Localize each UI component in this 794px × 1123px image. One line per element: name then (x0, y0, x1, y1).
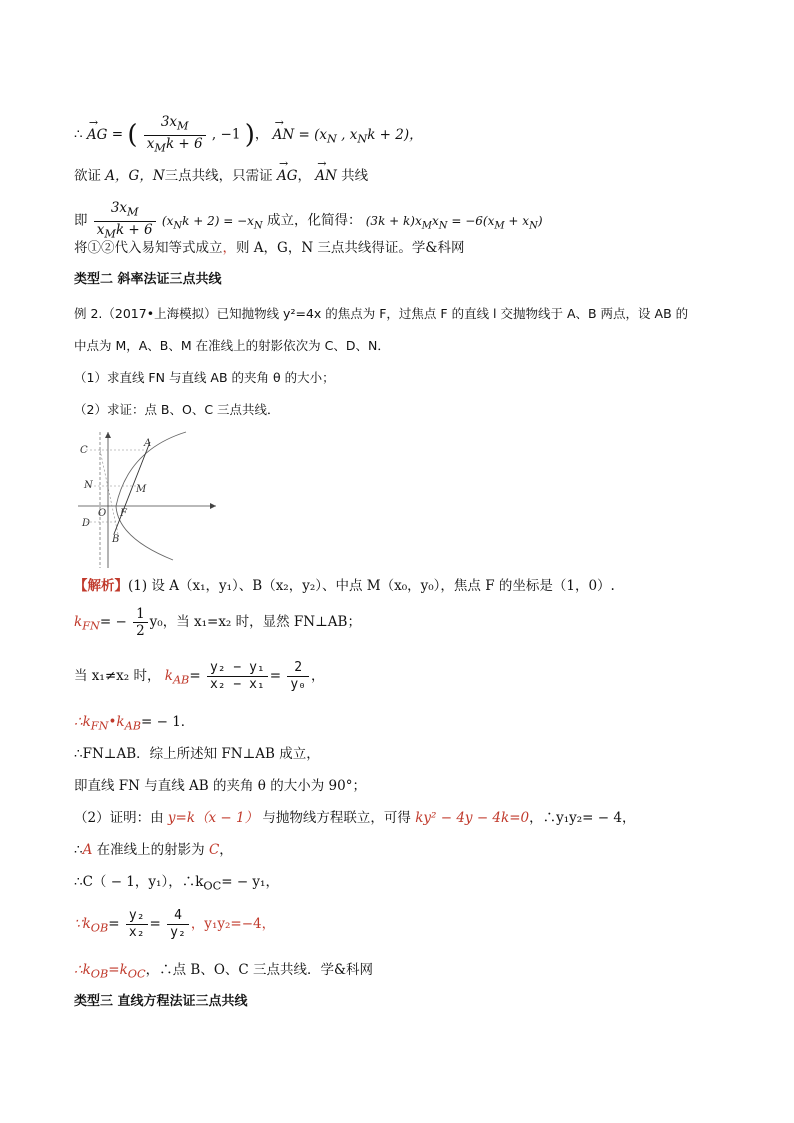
l3-text: 成立，化简得： (266, 212, 362, 229)
s3-ksub: AB (172, 673, 190, 687)
example-line-2: 中点为 M，A、B、M 在准线上的射影依次为 C、D、N． (74, 338, 390, 353)
l3-f-sub4: N (529, 220, 538, 232)
s2-num: 1 (133, 606, 148, 623)
solution-1-text: (1) 设 A（x₁，y₁）、B（x₂，y₂）、中点 M（x₀，y₀），焦点 F 的坐标是（1，0）. (128, 578, 615, 594)
paren-open: ( (127, 120, 138, 151)
s10-num: y₂ (126, 908, 148, 925)
s11-end: ，∴点 B、O、C 三点共线．学&科网 (145, 962, 374, 978)
solution-tag: 【解析】 (74, 578, 128, 594)
s9-end: = − y₁， (221, 874, 279, 890)
s9-sub: OC (203, 879, 222, 893)
s7-mid: 与抛物线方程联立，可得 (258, 810, 416, 826)
s8-c: C (208, 842, 220, 858)
s3-num2: 2 (287, 660, 309, 677)
label-f: F (120, 508, 127, 519)
s7-eq: y=k（x − 1） (167, 810, 259, 826)
y-axis-arrow (105, 432, 111, 438)
s4-end: = − 1． (141, 714, 195, 730)
l3-mid-sub2: N (253, 220, 263, 232)
s2-rest: y₀，当 x₁=x₂ 时，显然 FN⊥AB； (149, 614, 361, 630)
s10-eq: = (108, 916, 120, 932)
l3-mid2: k + 2) = −x (182, 213, 254, 228)
s8-rest: 在准线上的射影为 (92, 842, 209, 858)
fraction-4-y2 (167, 908, 189, 941)
an-val2: , x (336, 126, 358, 143)
vector-an-2: → AN (315, 166, 337, 186)
frac-den-rest: k + 6 (165, 135, 203, 152)
frac-num-sub: M (177, 119, 189, 133)
line-need-prove: 欲证 A，G，N三点共线，只需证 → AG， → AN 共线 (74, 166, 368, 186)
s10-den2: y₂ (170, 925, 186, 940)
s3-eq: = (189, 668, 201, 684)
s8-end: ， (219, 842, 233, 858)
l3-formula: (3k + k)x (365, 213, 422, 228)
s3-end: ， (311, 668, 325, 684)
label-o: O (98, 508, 107, 519)
points-agn: A，G，N (105, 168, 165, 184)
solution-line-2 (74, 606, 361, 639)
l3-num: 3x (110, 200, 128, 216)
s10-den: x₂ (128, 925, 145, 940)
solution-line-4 (74, 712, 194, 737)
s4-sub2: AB (124, 719, 141, 733)
l3-f-sub1: M (421, 220, 432, 232)
frac-den: x (146, 135, 155, 152)
l3-f-sub3: M (494, 220, 505, 232)
solution-line-9 (74, 872, 279, 897)
s7-end: ，∴y₁y₂= − 4， (529, 810, 636, 826)
oc-line (100, 450, 118, 534)
s4-k: ∴k (74, 714, 91, 730)
fraction-two-y0 (287, 660, 309, 693)
x-axis-arrow (210, 503, 216, 509)
line-vector-ag-an: ∴ → AG = ( $\frac{3x_M}{x_Mk + 6}$ , −1 )， → AN = ($x_N$ , $x_Nk + 2$)， (74, 114, 423, 156)
solution-line-5: ∴FN⊥AB．综上所述知 FN⊥AB 成立， (74, 746, 320, 762)
s11-k: ∴k (74, 962, 91, 978)
s7-eq2: ky² − 4y − 4k=0 (415, 810, 530, 826)
therefore-symbol: ∴ (74, 126, 83, 143)
s2-k: k (74, 614, 83, 630)
s3-k: k (164, 668, 173, 684)
parabola-figure (78, 430, 218, 570)
fraction-slope-ab (207, 660, 268, 693)
s8-a: A (82, 842, 93, 858)
s11-sub1: OB (90, 967, 109, 981)
l3-mid-sub: N (173, 220, 183, 232)
s3-den: x₂ − x₁ (209, 677, 265, 692)
s2-eq: = − (99, 614, 127, 630)
heading-type-2: 类型二 斜率法证三点共线 (74, 272, 222, 287)
l3-mid: (x (161, 213, 174, 228)
question-1: （1）求直线 FN 与直线 AB 的夹角 θ 的大小； (74, 370, 335, 385)
solution-line-6: 即直线 FN 与直线 AB 的夹角 θ 的大小为 90°； (74, 778, 366, 794)
label-m: M (136, 484, 147, 495)
line-substitute (74, 238, 464, 258)
l3-num-sub: M (127, 205, 139, 219)
frac-num: 3x (160, 114, 178, 130)
s3-eq2: = (269, 668, 282, 684)
solution-line-1 (74, 576, 615, 596)
l4-rest: 则 A，G，N 三点共线得证。学&科网 (236, 240, 465, 256)
vector-ag: → AG (87, 125, 108, 145)
label-n: N (84, 480, 93, 491)
text-ji: 即 (74, 212, 88, 229)
s7-pre: （2）证明：由 (74, 810, 168, 826)
vector-an: → AN (273, 125, 295, 145)
l4-text: 将①②代入易知等式成立 (74, 240, 223, 256)
frac-den-sub: M (154, 141, 166, 155)
label-a: A (144, 438, 152, 449)
heading-type-3: 类型三 直线方程法证三点共线 (74, 994, 248, 1009)
s10-end: ，y₁y₂=−4， (190, 916, 276, 932)
solution-line-7 (74, 808, 635, 828)
s3-pre: 当 x₁≠x₂ 时， (74, 668, 161, 684)
s10-num2: 4 (167, 908, 189, 925)
s11-mid: =k (108, 962, 128, 978)
s10-sub: OB (90, 921, 109, 935)
an-val3: k + 2)， (367, 126, 423, 143)
l4-dot: ， (222, 240, 236, 256)
fraction-ag (144, 114, 206, 156)
l3-den-rest: k + 6 (115, 221, 153, 238)
s9-text: ∴C（ − 1，y₁），∴k (74, 874, 204, 890)
an-sub: N (327, 132, 337, 146)
l3-den: x (96, 221, 105, 238)
l3-den-sub: M (104, 227, 116, 241)
text-rest: 三点共线，只需证 (164, 168, 273, 184)
s2-ksub: FN (82, 619, 100, 633)
s3-den2: y₀ (290, 677, 307, 692)
label-c: C (80, 445, 88, 456)
question-2: （2）求证：点 B、O、C 三点共线． (74, 402, 280, 417)
solution-line-11 (74, 960, 373, 985)
l3-formula2: x (432, 213, 439, 228)
s3-num: y₂ − y₁ (207, 660, 268, 677)
equals: = (111, 126, 124, 143)
text-collinear: 共线 (341, 168, 369, 184)
s11-sub2: OC (127, 967, 146, 981)
l3-formula3: = −6(x (447, 213, 495, 228)
s8-pre: ∴ (74, 842, 83, 858)
comma-minus-one: , −1 (211, 126, 241, 143)
line-simplify (74, 200, 543, 242)
parabola-curve (116, 432, 186, 560)
vector-ag-2: → AG (277, 166, 298, 186)
label-d: D (82, 518, 91, 529)
an-sub2: N (357, 132, 368, 146)
l3-formula5: ) (537, 213, 543, 228)
l3-formula4: + x (504, 213, 530, 228)
s4-mid: •k (108, 714, 125, 730)
s4-sub1: FN (90, 719, 109, 733)
s10-eq2: = (149, 916, 161, 932)
label-b: B (112, 534, 120, 545)
solution-line-3 (74, 660, 325, 693)
fraction-half (133, 606, 148, 639)
s2-den: 2 (136, 623, 145, 639)
fraction-y2-x2 (126, 908, 148, 941)
s10-pre: ∵k (74, 916, 91, 932)
solution-line-10 (74, 908, 275, 941)
example-line-1: 例 2.（2017•上海模拟）已知抛物线 y²=4x 的焦点为 F，过焦点 F 的直线 l 交抛物线于 A、B 两点，设 AB 的 (74, 306, 689, 321)
l3-f-sub2: N (438, 220, 448, 232)
an-val: = (x (298, 126, 327, 143)
fraction-l3 (94, 200, 156, 242)
paren-close: ) (244, 120, 255, 151)
solution-line-8 (74, 840, 233, 860)
text-prove: 欲证 (74, 168, 101, 184)
